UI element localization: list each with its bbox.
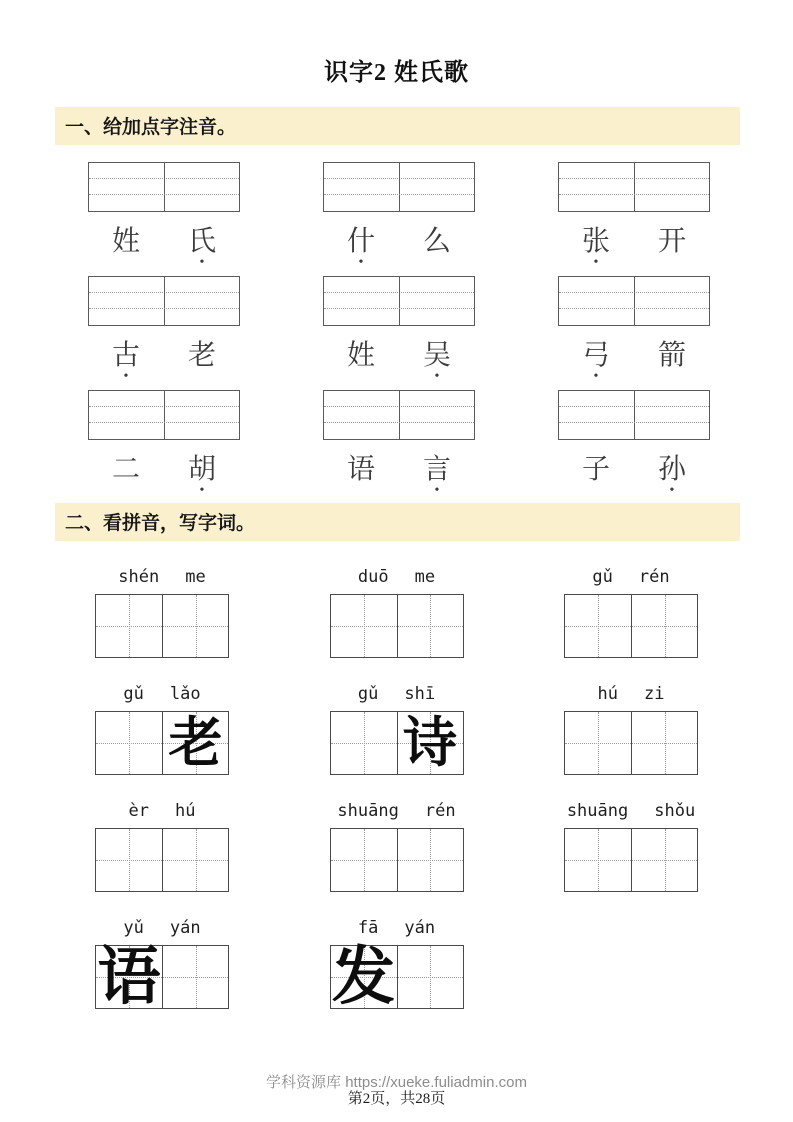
word-pair [323, 452, 475, 498]
pinyin-label: duō me [357, 567, 436, 587]
word-pair [88, 452, 240, 498]
writing-cell [96, 829, 162, 891]
writing-cell [565, 595, 631, 657]
character: 孙 • [657, 454, 686, 498]
pinyin-label: shén me [118, 567, 206, 587]
pinyin-answer-box [88, 162, 240, 212]
writing-grid [564, 594, 698, 658]
answer-character [398, 946, 463, 1008]
answer-character [163, 595, 228, 657]
pinyin-word-item [95, 684, 229, 775]
writing-cell [162, 712, 228, 774]
emphasis-dot: • [199, 255, 205, 270]
pinyin-word-item [95, 801, 229, 892]
pinyin-label: yǔ yán [123, 918, 201, 938]
writing-cell [331, 595, 397, 657]
answer-character [565, 712, 631, 774]
page-number: 第2页，共28页 [347, 1091, 446, 1107]
pinyin-box-row [88, 276, 710, 326]
character: 古 • [111, 340, 140, 384]
writing-cell [565, 829, 631, 891]
pinyin-word-item [330, 684, 464, 775]
writing-cell [331, 829, 397, 891]
writing-grid [330, 941, 464, 1012]
character: 语 [346, 454, 375, 485]
box-divider [634, 277, 635, 325]
answer-character [398, 595, 463, 657]
answer-character [163, 946, 228, 1008]
emphasis-dot: • [199, 483, 205, 498]
answer-character [96, 712, 162, 774]
box-divider [399, 277, 400, 325]
answer-character [565, 829, 631, 891]
character: 姓 [111, 226, 140, 257]
pinyin-answer-box [323, 162, 475, 212]
box-divider [164, 277, 165, 325]
character: 箭 [657, 340, 686, 371]
writing-cell [631, 829, 697, 891]
answer-character: 发 [332, 941, 395, 1012]
box-divider [634, 163, 635, 211]
answer-character [331, 829, 397, 891]
word-pair [88, 224, 240, 270]
character: 言 • [422, 454, 451, 498]
word-pair [558, 338, 710, 384]
emphasis-dot: • [358, 255, 364, 270]
character: 么 [422, 226, 451, 257]
box-divider [634, 391, 635, 439]
pinyin-word-item [564, 801, 698, 892]
answer-character [632, 712, 697, 774]
pinyin-word-item [330, 567, 464, 658]
writing-grid [564, 711, 698, 775]
pinyin-word-item [564, 567, 698, 658]
answer-character: 老 [168, 713, 223, 773]
pinyin-word-item [564, 684, 698, 775]
word-pair [88, 338, 240, 384]
pinyin-label: hú zi [597, 684, 665, 704]
pinyin-label: shuāng rén [337, 801, 456, 821]
page-footer [0, 1075, 793, 1109]
pinyin-word-item [330, 918, 464, 1012]
answer-character [632, 595, 697, 657]
pinyin-label: gǔ lǎo [123, 684, 201, 704]
writing-grid-row [95, 918, 698, 1012]
writing-grid [95, 711, 229, 775]
emphasis-dot: • [434, 483, 440, 498]
emphasis-dot: • [434, 369, 440, 384]
word-pair [558, 224, 710, 270]
pinyin-answer-box [558, 390, 710, 440]
section2-heading: 二、看拼音，写字词。 [55, 503, 740, 541]
writing-cell [96, 595, 162, 657]
writing-grid [95, 941, 229, 1012]
answer-character [331, 595, 397, 657]
emphasis-dot: • [123, 369, 129, 384]
pinyin-answer-box [323, 276, 475, 326]
writing-grid [330, 828, 464, 892]
answer-character [398, 829, 463, 891]
answer-character [632, 829, 697, 891]
character: 吴 • [422, 340, 451, 384]
box-divider [164, 163, 165, 211]
writing-grid [330, 711, 464, 775]
emphasis-dot: • [669, 483, 675, 498]
writing-grid [330, 594, 464, 658]
writing-cell [397, 595, 463, 657]
writing-cell [331, 712, 397, 774]
pinyin-label: èr hú [128, 801, 196, 821]
writing-cell [397, 712, 463, 774]
pinyin-box-row [88, 390, 710, 440]
pinyin-label: gǔ shī [357, 684, 436, 704]
writing-cell [565, 712, 631, 774]
pinyin-label: shuāng shǒu [566, 801, 696, 821]
box-divider [164, 391, 165, 439]
writing-cell [397, 829, 463, 891]
writing-cell [96, 941, 162, 1012]
character: 二 [111, 454, 140, 485]
pinyin-answer-box [88, 276, 240, 326]
pinyin-answer-box [558, 276, 710, 326]
writing-grid [95, 828, 229, 892]
writing-cell [397, 946, 463, 1008]
source-watermark: 学科资源库 https://xueke.fuliadmin.com [266, 1073, 527, 1091]
word-pair [323, 338, 475, 384]
writing-grid-row [95, 684, 698, 775]
writing-cell [331, 941, 397, 1012]
character: 胡 • [187, 454, 216, 498]
pinyin-label: fā yán [357, 918, 436, 938]
pinyin-answer-box [323, 390, 475, 440]
pinyin-word-item [95, 918, 229, 1012]
character: 开 [657, 226, 686, 257]
writing-grid [564, 828, 698, 892]
writing-cell [162, 595, 228, 657]
writing-cell [631, 712, 697, 774]
character: 弓 • [581, 340, 610, 384]
pinyin-box-row [88, 162, 710, 212]
writing-grid-row [95, 567, 698, 658]
box-divider [399, 391, 400, 439]
answer-character [96, 595, 162, 657]
character-row [88, 338, 710, 384]
answer-character [163, 829, 228, 891]
box-divider [399, 163, 400, 211]
emphasis-dot: • [593, 255, 599, 270]
answer-character [565, 595, 631, 657]
emphasis-dot: • [593, 369, 599, 384]
pinyin-word-item [330, 801, 464, 892]
pinyin-answer-box [88, 390, 240, 440]
writing-cell [96, 712, 162, 774]
character: 什 • [346, 226, 375, 270]
answer-character [331, 712, 397, 774]
answer-character: 语 [97, 941, 161, 1012]
character: 老 [187, 340, 216, 371]
section1-heading: 一、给加点字注音。 [55, 107, 740, 145]
character: 张 • [581, 226, 610, 270]
answer-character: 诗 [403, 713, 457, 773]
answer-character [96, 829, 162, 891]
character-row [88, 452, 710, 498]
writing-cell [162, 829, 228, 891]
character: 子 [581, 454, 610, 485]
writing-grid-row [95, 801, 698, 892]
character: 氏 • [187, 226, 216, 270]
word-pair [323, 224, 475, 270]
writing-grid [95, 594, 229, 658]
page-title: 识字2 姓氏歌 [324, 60, 469, 86]
writing-cell [631, 595, 697, 657]
writing-cell [162, 946, 228, 1008]
pinyin-answer-box [558, 162, 710, 212]
word-pair [558, 452, 710, 498]
character-row [88, 224, 710, 270]
character: 姓 [346, 340, 375, 371]
pinyin-label: gǔ rén [592, 567, 670, 587]
pinyin-word-item [95, 567, 229, 658]
